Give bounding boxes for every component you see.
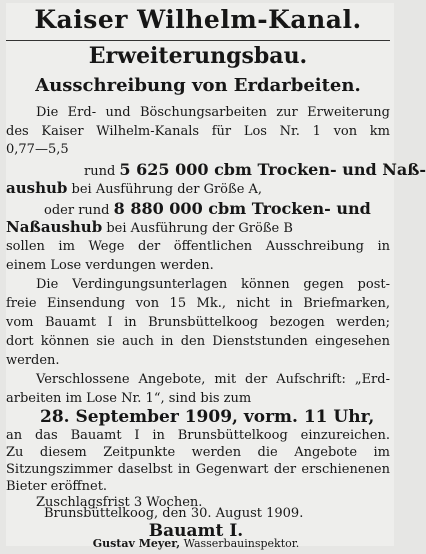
body-line: vom Bauamt I in Brunsbüttelkoog bezogen werden;: [6, 315, 390, 330]
body-line: sollen im Wege der öffentlichen Ausschreibung in: [6, 239, 390, 254]
quantity-b: 8 880 000 cbm Trocken- und: [113, 199, 371, 218]
quantity-prefix-b: oder rund: [44, 203, 110, 218]
body-line: 0,77—5,5: [6, 142, 69, 157]
body-line: an das Bauamt I in Brunsbüttelkoog einzureichen.: [6, 428, 390, 443]
closing-place-date: Brunsbüttelkoog, den 30. August 1909.: [44, 506, 304, 521]
quantity-a: 5 625 000 cbm Trocken- und Naß-: [119, 160, 426, 179]
signature-title: Wasserbauinspektor.: [183, 537, 300, 550]
body-line: des Kaiser Wilhelm-Kanals für Los Nr. 1 von km: [6, 124, 390, 139]
body-line: werden.: [6, 353, 60, 368]
quantity-prefix: rund: [84, 164, 116, 179]
body-line: Die Erd- und Böschungsarbeiten zur Erweiterung: [36, 105, 390, 120]
quantity-b-cont: Naßaushub: [6, 218, 103, 236]
section-title: Ausschreibung von Erdarbeiten.: [35, 75, 361, 96]
quantity-a-cont: aushub: [6, 179, 68, 197]
quantity-line-b-cont: [6, 218, 390, 237]
quantity-b-note: bei Ausführung der Größe B: [106, 221, 293, 236]
advertisement: [6, 3, 426, 546]
quantity-a-note: bei Ausführung der Größe A,: [71, 182, 263, 197]
body-line: Zu diesem Zeitpunkte werden die Angebote im: [6, 445, 390, 460]
deadline: 28. September 1909, vorm. 11 Uhr,: [40, 407, 375, 427]
signature-name: Gustav Meyer,: [92, 537, 181, 550]
signature-office: Bauamt I.: [148, 521, 244, 541]
headline: Kaiser Wilhelm-Kanal.: [34, 5, 362, 34]
headline-rule: [6, 40, 390, 41]
body-line: dort können sie auch in den Dienststunden eingesehen: [6, 334, 390, 349]
quantity-line-a-cont: [6, 179, 390, 198]
body-line: einem Lose verdungen werden.: [6, 258, 214, 273]
body-line: arbeiten im Lose Nr. 1“, sind bis zum: [6, 391, 252, 406]
body-line: freie Einsendung von 15 Mk., nicht in Briefmarken,: [6, 296, 390, 311]
body-line: Die Verdingungsunterlagen können gegen post-: [36, 277, 390, 292]
award-period: Zuschlagsfrist 3 Wochen.: [36, 495, 203, 510]
body-line: Bieter eröffnet.: [6, 479, 108, 494]
quantity-line-a: [84, 159, 426, 181]
subheadline: Erweiterungsbau.: [88, 43, 308, 69]
body-line: Verschlossene Angebote, mit der Aufschrift: „Erd-: [36, 372, 390, 387]
quantity-line-b: [44, 198, 390, 220]
body-line: Sitzungszimmer daselbst in Gegenwart der erschienenen: [6, 462, 390, 477]
